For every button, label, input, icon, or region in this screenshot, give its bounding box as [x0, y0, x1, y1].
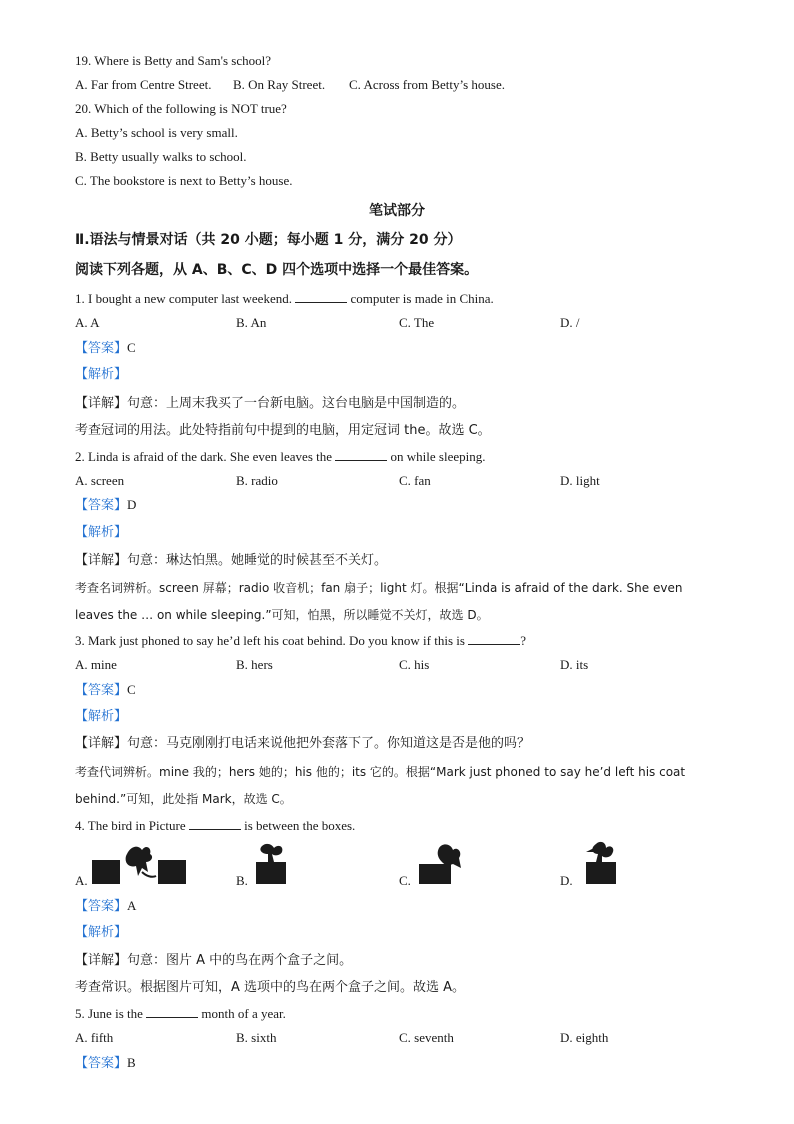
q2-stem — [75, 449, 486, 465]
q1-analysis-label: 【解析】 — [75, 367, 128, 382]
box — [256, 862, 286, 884]
q2-explain-1: 考查名词辨析。screen 屏幕；radio 收音机；fan 扇子；light 灯。根据“Linda is afraid of the dark. She even — [75, 581, 683, 595]
q3-explain-1: 考查代词辨析。mine 我的；hers 她的；his 他的；its 它的。根据“Mark just phoned to say he’d left his coat — [75, 765, 686, 779]
q3-blank — [468, 633, 520, 645]
answer-label: 【答案】 — [75, 899, 128, 914]
q5-option-d: D. eighth — [560, 1030, 609, 1045]
q1-stem — [75, 291, 494, 307]
detail-label: 【详解】 — [75, 953, 128, 968]
q2-option-c: C. fan — [399, 473, 431, 488]
picture-b-bird-on-box — [252, 840, 292, 886]
q2-blank — [335, 449, 387, 461]
q5-option-a: A. fifth — [75, 1030, 114, 1045]
q3-option-d: D. its — [560, 657, 589, 672]
q1-stem-b: computer is made in China. — [350, 291, 494, 306]
q2-option-a: A. screen — [75, 473, 125, 488]
q4-detail: 句意：图片 A 中的鸟在两个盒子之间。 — [127, 953, 353, 968]
instruction: 阅读下列各题，从 A、B、C、D 四个选项中选择一个最佳答案。 — [75, 262, 479, 278]
q3-stem — [75, 633, 526, 649]
q4-analysis-label: 【解析】 — [75, 925, 128, 940]
q2-option-b: B. radio — [236, 473, 278, 488]
q3-answer: C — [127, 682, 136, 697]
bird-icon — [260, 844, 282, 862]
q2-explain-2: leaves the … on while sleeping.”可知，怕黑，所以睡觉不关灯，故选 D。 — [75, 608, 489, 622]
section-title: 笔试部分 — [369, 203, 425, 219]
picture-a-bird-between-boxes — [90, 842, 190, 886]
q4-option-d: D. — [560, 873, 573, 888]
answer-label: 【答案】 — [75, 341, 128, 356]
q3-option-a: A. mine — [75, 657, 117, 672]
box-right — [158, 860, 186, 884]
q20-option-c: C. The bookstore is next to Betty’s house. — [75, 173, 293, 188]
q2-detail-row — [75, 553, 387, 569]
q3-analysis-label: 【解析】 — [75, 709, 128, 724]
q5-answer: B — [127, 1055, 136, 1070]
box — [586, 862, 616, 884]
q5-answer-row — [75, 1055, 136, 1072]
q3-stem-b: ? — [520, 633, 526, 648]
q19-option-a: A. Far from Centre Street. — [75, 77, 212, 92]
q1-blank — [295, 291, 347, 303]
picture-c-bird-behind-box — [417, 842, 465, 886]
q5-option-c: C. seventh — [399, 1030, 454, 1045]
q3-explain-2: behind.”可知，此处指 Mark，故选 C。 — [75, 792, 292, 806]
q4-detail-row — [75, 953, 352, 969]
box — [419, 864, 451, 884]
q4-option-c: C. — [399, 873, 411, 888]
q4-option-a: A. — [75, 873, 88, 888]
q3-detail-row — [75, 736, 530, 752]
q1-option-c: C. The — [399, 315, 435, 330]
part2-heading: Ⅱ.语法与情景对话（共 20 小题；每小题 1 分，满分 20 分） — [75, 232, 462, 248]
q4-stem-b: is between the boxes. — [244, 818, 356, 833]
q3-detail: 句意：马克刚刚打电话来说他把外套落下了。你知道这是否是他的吗？ — [127, 736, 531, 751]
q5-stem-a: 5. June is the — [75, 1006, 143, 1021]
q1-stem-a: 1. I bought a new computer last weekend. — [75, 291, 292, 306]
q3-stem-a: 3. Mark just phoned to say he’d left his coat behind. Do you know if this is — [75, 633, 465, 648]
q20-option-a: A. Betty’s school is very small. — [75, 125, 238, 140]
q1-answer-row — [75, 340, 136, 357]
q2-answer-row — [75, 497, 136, 514]
q1-option-a: A. A — [75, 315, 100, 330]
q2-stem-a: 2. Linda is afraid of the dark. She even leaves the — [75, 449, 333, 464]
q4-answer-row — [75, 898, 136, 915]
q4-option-b: B. — [236, 873, 248, 888]
q2-analysis-label: 【解析】 — [75, 525, 128, 540]
q2-stem-b: on while sleeping. — [390, 449, 486, 464]
q3-answer-row — [75, 682, 136, 699]
q4-blank — [189, 818, 241, 830]
q3-option-c: C. his — [399, 657, 430, 672]
q19-option-c: C. Across from Betty’s house. — [349, 77, 505, 92]
q1-explain: 考查冠词的用法。此处特指前句中提到的电脑，用定冠词 the。故选 C。 — [75, 423, 491, 438]
bird-icon — [592, 842, 613, 862]
picture-d-bird-on-box — [582, 840, 622, 886]
q20-option-b: B. Betty usually walks to school. — [75, 149, 247, 164]
bird-icon — [126, 847, 152, 876]
q4-explain: 考查常识。根据图片可知，A 选项中的鸟在两个盒子之间。故选 A。 — [75, 980, 466, 995]
q1-option-d: D. / — [560, 315, 580, 330]
q5-stem — [75, 1006, 286, 1022]
q4-answer: A — [127, 898, 137, 913]
answer-label: 【答案】 — [75, 1056, 128, 1071]
q3-option-b: B. hers — [236, 657, 273, 672]
detail-label: 【详解】 — [75, 396, 128, 411]
detail-label: 【详解】 — [75, 736, 128, 751]
q4-stem — [75, 818, 355, 834]
q19-option-b: B. On Ray Street. — [233, 77, 326, 92]
q5-blank — [146, 1006, 198, 1018]
detail-label: 【详解】 — [75, 553, 128, 568]
q4-stem-a: 4. The bird in Picture — [75, 818, 186, 833]
q1-detail-row — [75, 396, 465, 412]
q1-option-b: B. An — [236, 315, 267, 330]
q2-answer: D — [127, 497, 137, 512]
q20-stem: 20. Which of the following is NOT true? — [75, 101, 287, 116]
q2-detail: 句意：琳达怕黑。她睡觉的时候甚至不关灯。 — [127, 553, 388, 568]
q5-option-b: B. sixth — [236, 1030, 277, 1045]
q2-option-d: D. light — [560, 473, 600, 488]
q1-detail: 句意：上周末我买了一台新电脑。这台电脑是中国制造的。 — [127, 396, 466, 411]
q19-stem: 19. Where is Betty and Sam's school? — [75, 53, 271, 68]
q1-answer: C — [127, 340, 136, 355]
q5-stem-b: month of a year. — [201, 1006, 286, 1021]
answer-label: 【答案】 — [75, 498, 128, 513]
answer-label: 【答案】 — [75, 683, 128, 698]
box-left — [92, 860, 120, 884]
